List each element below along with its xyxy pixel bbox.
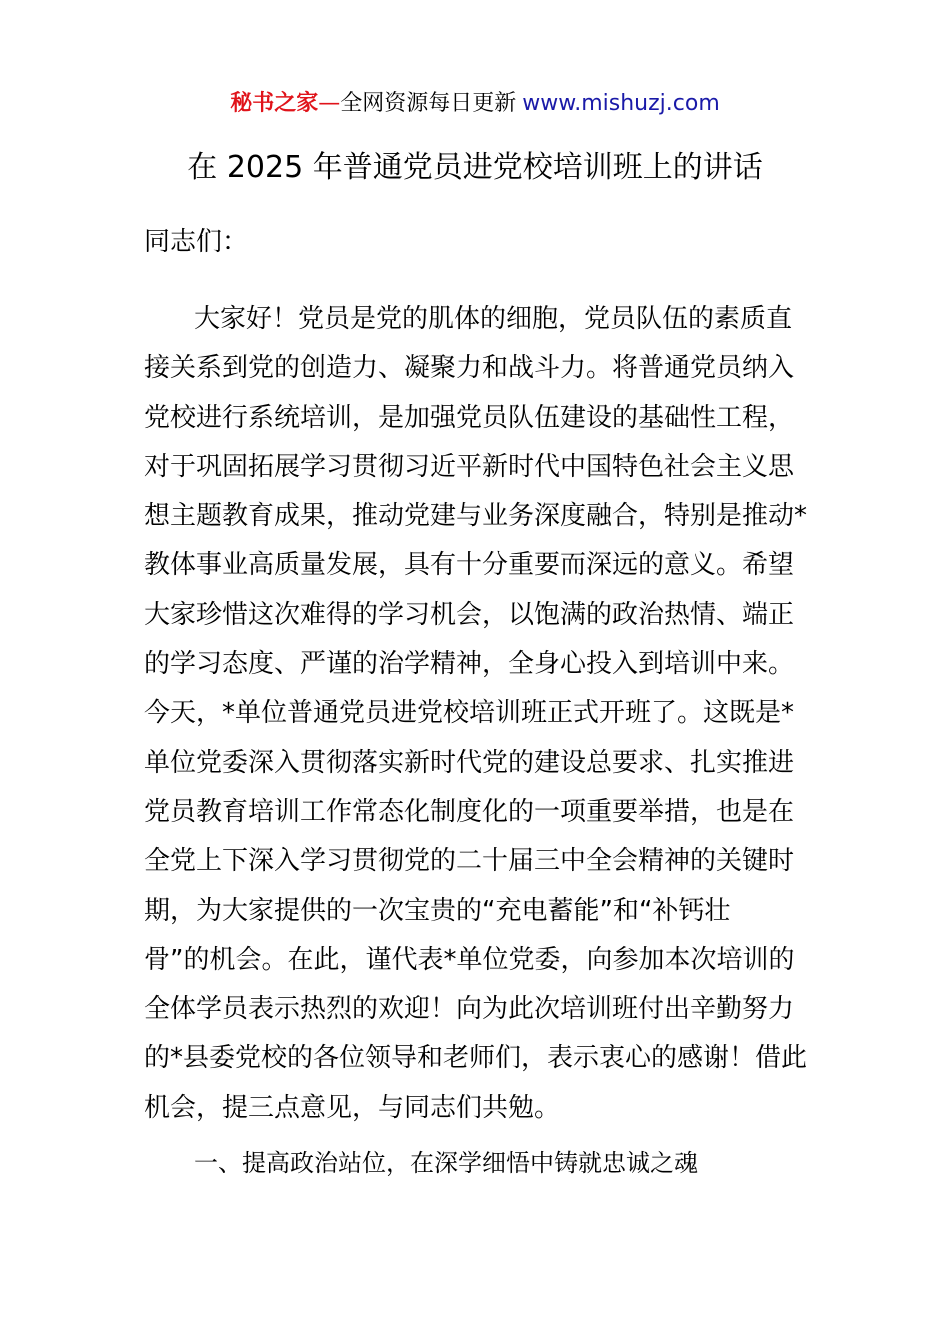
body-line: 的学习态度、严谨的治学精神，全身心投入到培训中来。	[144, 649, 795, 680]
body-paragraph	[144, 300, 810, 1138]
document-title: 在 2025 年普通党员进党校培训班上的讲话	[187, 150, 763, 185]
body-line: 期，为大家提供的一次宝贵的“充电蓄能”和“补钙壮	[144, 895, 731, 926]
body-line: 想主题教育成果，推动党建与业务深度融合，特别是推动*	[144, 501, 808, 532]
body-line: 骨”的机会。在此，谨代表*单位党委，向参加本次培训的	[144, 944, 795, 975]
body-line: 大家珍惜这次难得的学习机会，以饱满的政治热情、端正	[144, 599, 795, 630]
header-separator: —	[318, 91, 341, 116]
section-heading: 一、提高政治站位，在深学细悟中铸就忠诚之魂	[194, 1149, 698, 1177]
body-line: 党员教育培训工作常态化制度化的一项重要举措，也是在	[144, 796, 795, 827]
body-line: 单位党委深入贯彻落实新时代党的建设总要求、扎实推进	[144, 747, 795, 778]
body-line: 接关系到党的创造力、凝聚力和战斗力。将普通党员纳入	[144, 353, 795, 384]
header-tagline: 全网资源每日更新	[340, 91, 517, 116]
body-line: 全体学员表示热烈的欢迎！向为此次培训班付出辛勤努力	[144, 994, 795, 1025]
body-line: 今天，*单位普通党员进党校培训班正式开班了。这既是*	[144, 698, 795, 729]
body-line: 全党上下深入学习贯彻党的二十届三中全会精神的关键时	[144, 846, 795, 877]
body-line: 教体事业高质量发展，具有十分重要而深远的意义。希望	[144, 550, 795, 581]
brand-name: 秘书之家	[230, 91, 319, 116]
site-header	[0, 88, 950, 120]
body-line: 党校进行系统培训，是加强党员队伍建设的基础性工程，	[144, 402, 795, 433]
body-line: 大家好！党员是党的肌体的细胞，党员队伍的素质直	[194, 304, 793, 334]
body-line: 对于巩固拓展学习贯彻习近平新时代中国特色社会主义思	[144, 451, 795, 482]
body-line: 机会，提三点意见，与同志们共勉。	[144, 1092, 561, 1123]
site-url-link[interactable]: www.mishuzj.com	[522, 91, 720, 116]
body-line: 的*县委党校的各位领导和老师们，表示衷心的感谢！借此	[144, 1043, 808, 1074]
salutation: 同志们：	[144, 227, 249, 257]
